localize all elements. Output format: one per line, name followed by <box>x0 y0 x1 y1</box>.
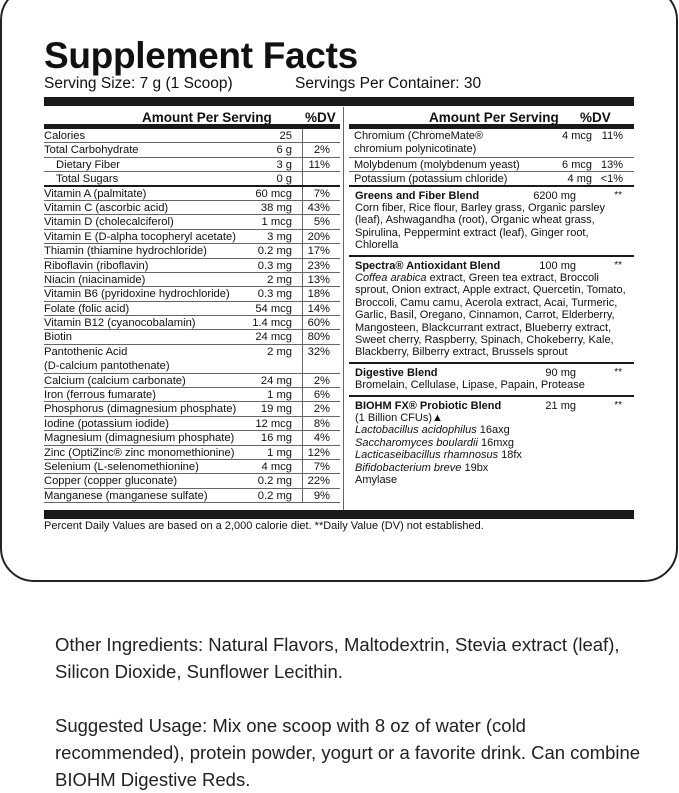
top-divider <box>44 97 634 106</box>
column-rule <box>302 172 303 184</box>
other-ingredients <box>55 631 655 685</box>
column-rule <box>302 330 303 343</box>
nutrient-amount: 0.2 mg <box>257 475 292 488</box>
nutrient-dv: 20% <box>307 230 330 243</box>
column-divider <box>343 107 344 513</box>
nutrient-row <box>44 417 340 431</box>
nutrient-amount: 1 mg <box>267 389 292 402</box>
nutrient-dv: 14% <box>307 302 330 315</box>
blend-section <box>349 397 634 490</box>
column-rule <box>302 244 303 257</box>
strain-code: 18fx <box>501 449 522 462</box>
nutrient-amount: 4 mg <box>567 173 592 186</box>
nutrient-dv: 60% <box>307 317 330 330</box>
nutrient-row <box>44 287 340 301</box>
column-rule <box>302 302 303 315</box>
nutrient-dv: 32% <box>307 345 330 358</box>
nutrient-name: Selenium (L-selenomethionine) <box>44 461 199 473</box>
column-rule <box>302 460 303 473</box>
left-amount-header: Amount Per Serving <box>142 110 272 125</box>
nutrient-dv: 9% <box>313 489 330 502</box>
column-rule <box>302 273 303 286</box>
nutrient-row <box>44 446 340 460</box>
nutrient-dv: 5% <box>313 216 330 229</box>
probiotic-strain <box>355 462 634 474</box>
nutrient-amount: 1.4 mcg <box>252 317 292 330</box>
column-rule <box>302 201 303 214</box>
nutrient-amount: 2 mg <box>267 273 292 286</box>
nutrient-row <box>44 402 340 416</box>
nutrient-row <box>44 474 340 488</box>
nutrient-dv: 7% <box>313 187 330 200</box>
nutrient-amount: 0.2 mg <box>257 245 292 258</box>
nutrient-name: Vitamin C (ascorbic acid) <box>44 201 169 214</box>
nutrient-name: Niacin (niacinamide) <box>44 273 146 286</box>
right-rows <box>349 129 634 187</box>
suggested-usage-text: Mix one scoop with 8 oz of water (cold recommended), protein powder, yogurt or a favorite drink. Can combine BIOHM Digestive Reds. <box>55 715 641 790</box>
strain-species: Saccharomyces boulardii <box>355 436 478 449</box>
nutrient-dv: <1% <box>600 173 623 186</box>
nutrient-dv: 2% <box>313 374 330 387</box>
nutrient-table-left <box>44 107 340 503</box>
probiotic-strain <box>355 449 634 461</box>
strain-species: Bifidobacterium breve <box>355 461 462 474</box>
blend-amount: 90 mg <box>545 366 576 379</box>
column-rule <box>302 287 303 300</box>
nutrient-row <box>44 201 340 215</box>
blend-ingredients <box>355 202 634 252</box>
nutrient-name: Vitamin E (D-alpha tocopheryl acetate) <box>44 230 236 243</box>
column-rule <box>302 489 303 502</box>
nutrient-dv: 2% <box>313 144 330 157</box>
blend-name: Greens and Fiber Blend <box>355 189 480 202</box>
nutrient-name: Folate (folic acid) <box>44 302 130 315</box>
nutrient-row <box>44 230 340 244</box>
nutrient-amount: 4 mcg <box>261 461 292 473</box>
nutrient-name: Total Sugars <box>56 173 119 186</box>
blend-ingredient-text: extract, Green tea extract, Broccoli sprout, Onion extract, Apple extract, Quercetin, Tomato, Broccoli, Camu camu, Acerola extract, Acai, Turmeric, Garlic, Basil, Oregano, Cinnamon, Carrot, Elderberry, Mangosteen, Blackcurrant extract, Blueberry extract, Sweet cherry, Raspberry, Spinach, Chokeberry, Kale, Blackberry, Bilberry extract, Brussels sprout <box>355 272 626 359</box>
nutrient-dv: 11% <box>601 130 623 142</box>
suggested-usage-label: Suggested Usage: <box>55 715 208 736</box>
nutrient-row <box>44 129 340 143</box>
nutrient-dv: 43% <box>307 201 330 214</box>
nutrient-row <box>44 388 340 402</box>
nutrient-name: Phosphorus (dimagnesium phosphate) <box>44 403 237 416</box>
nutrient-name: Potassium (potassium chloride) <box>354 173 508 186</box>
right-dv-header: %DV <box>580 110 611 125</box>
nutrient-dv: 17% <box>307 245 330 258</box>
nutrient-row <box>44 172 340 186</box>
blend-dv: ** <box>614 366 622 378</box>
nutrient-name: Copper (copper gluconate) <box>44 475 178 488</box>
nutrient-name: Magnesium (dimagnesium phosphate) <box>44 432 235 445</box>
nutrient-row <box>44 374 340 388</box>
nutrient-amount: 1 mg <box>267 446 292 459</box>
left-column-header <box>44 107 340 129</box>
nutrient-row <box>44 489 340 503</box>
nutrient-row <box>44 345 340 374</box>
column-rule <box>302 431 303 444</box>
suggested-usage <box>55 712 655 793</box>
nutrient-row <box>349 158 634 172</box>
column-rule <box>302 230 303 243</box>
nutrient-amount: 2 mg <box>267 345 292 358</box>
nutrient-amount: 16 mg <box>260 432 292 445</box>
blend-ingredients <box>355 379 634 391</box>
strain-species: Lactobacillus acidophilus <box>355 424 477 437</box>
blend-amount: 6200 mg <box>533 189 576 202</box>
nutrient-name: Vitamin B6 (pyridoxine hydrochloride) <box>44 288 230 301</box>
blend-dv: ** <box>614 399 622 411</box>
nutrient-amount: 0.3 mg <box>257 259 292 272</box>
nutrient-amount: 4 mcg <box>562 130 592 142</box>
nutrient-dv: 12% <box>307 446 330 459</box>
blend-section <box>349 364 634 397</box>
nutrient-amount: 3 mg <box>267 230 292 243</box>
column-rule <box>302 417 303 430</box>
nutrient-dv: 23% <box>307 259 330 272</box>
column-rule <box>302 345 303 373</box>
nutrient-name-line2: (D-calcium pantothenate) <box>44 359 170 372</box>
nutrient-name: Vitamin D (cholecalciferol) <box>44 216 174 229</box>
nutrient-amount: 0.3 mg <box>257 288 292 301</box>
blend-dv: ** <box>614 259 622 271</box>
nutrient-row <box>349 129 634 158</box>
nutrient-dv: 2% <box>313 403 330 416</box>
nutrient-dv: 18% <box>307 288 330 301</box>
nutrient-dv: 4% <box>313 432 330 445</box>
nutrient-amount: 25 <box>279 130 292 142</box>
nutrient-row <box>44 143 340 157</box>
strain-species: Lacticaseibacillus rhamnosus <box>355 449 499 462</box>
bottom-divider <box>44 510 634 519</box>
right-amount-header: Amount Per Serving <box>429 110 559 125</box>
nutrient-dv: 13% <box>600 158 623 171</box>
nutrient-row <box>44 158 340 172</box>
left-dv-header: %DV <box>305 110 336 125</box>
blend-name: Digestive Blend <box>355 366 438 379</box>
nutrient-name: Dietary Fiber <box>56 158 121 171</box>
strain-code: 16mxg <box>480 436 514 449</box>
nutrient-amount: 60 mcg <box>255 187 292 200</box>
column-rule <box>302 215 303 228</box>
nutrient-name: Vitamin A (palmitate) <box>44 187 147 200</box>
nutrient-name: Calcium (calcium carbonate) <box>44 374 186 387</box>
probiotic-strain <box>355 437 634 449</box>
nutrient-amount: 1 mcg <box>261 216 292 229</box>
nutrient-row <box>44 316 340 330</box>
blend-section <box>349 187 634 257</box>
nutrient-row <box>44 215 340 229</box>
nutrient-amount: 3 g <box>276 158 292 171</box>
nutrient-amount: 38 mg <box>260 201 292 214</box>
other-ingredients-label: Other Ingredients: <box>55 634 204 655</box>
blend-ingredients <box>355 272 634 359</box>
column-rule <box>302 446 303 459</box>
column-rule <box>302 158 303 171</box>
column-rule <box>302 129 303 142</box>
nutrient-amount: 12 mcg <box>255 417 292 430</box>
nutrient-name: Molybdenum (molybdenum yeast) <box>354 158 520 171</box>
footnote: Percent Daily Values are based on a 2,000 calorie diet. **Daily Value (DV) not established. <box>44 520 484 532</box>
nutrient-row <box>44 431 340 445</box>
nutrient-dv: 7% <box>313 461 330 473</box>
blend-section <box>349 257 634 364</box>
column-rule <box>302 474 303 487</box>
blends <box>349 187 634 490</box>
nutrient-row <box>44 273 340 287</box>
nutrient-amount: 0 g <box>276 173 292 186</box>
column-rule <box>302 374 303 387</box>
blend-tail: Amylase <box>355 474 398 487</box>
nutrient-row <box>44 460 340 474</box>
blend-ingredient-italic: Coffea arabica <box>355 272 427 285</box>
blend-amount: 21 mg <box>545 399 576 412</box>
nutrient-row <box>44 302 340 316</box>
nutrient-dv: 8% <box>313 417 330 430</box>
nutrient-row <box>44 259 340 273</box>
strain-code: 16axg <box>479 424 510 437</box>
nutrient-row <box>44 330 340 344</box>
nutrient-amount: 6 g <box>276 144 292 157</box>
nutrient-dv: 11% <box>308 158 330 171</box>
blend-cfu: (1 Billion CFUs)▲ <box>355 412 443 425</box>
nutrient-name-line2: chromium polynicotinate) <box>354 143 477 155</box>
nutrient-amount: 24 mg <box>260 374 292 387</box>
nutrient-name: Chromium (ChromeMate® <box>354 130 484 142</box>
blend-name: BIOHM FX® Probiotic Blend <box>355 399 502 412</box>
nutrient-name: Total Carbohydrate <box>44 144 139 157</box>
nutrient-dv: 22% <box>307 475 330 488</box>
nutrient-name: Biotin <box>44 331 72 344</box>
nutrient-amount: 6 mcg <box>562 158 592 171</box>
nutrient-dv: 80% <box>307 331 330 344</box>
column-rule <box>302 259 303 272</box>
nutrient-name: Iodine (potassium iodide) <box>44 417 169 430</box>
blend-name: Spectra® Antioxidant Blend <box>355 259 501 272</box>
serving-size: Serving Size: 7 g (1 Scoop) <box>44 75 233 92</box>
strain-code: 19bx <box>464 461 489 474</box>
blend-amount: 100 mg <box>539 259 576 272</box>
nutrient-row <box>44 244 340 258</box>
nutrient-name: Calories <box>44 130 86 142</box>
nutrient-amount: 54 mcg <box>255 302 292 315</box>
nutrient-row <box>44 187 340 201</box>
nutrient-name: Riboflavin (riboflavin) <box>44 259 149 272</box>
column-rule <box>302 187 303 200</box>
blend-ingredient-text: Bromelain, Cellulase, Lipase, Papain, Protease <box>355 379 585 392</box>
column-rule <box>302 388 303 401</box>
nutrient-amount: 19 mg <box>260 403 292 416</box>
nutrient-name: Thiamin (thiamine hydrochloride) <box>44 245 207 258</box>
nutrient-name: Vitamin B12 (cyanocobalamin) <box>44 317 196 330</box>
left-rows <box>44 129 340 503</box>
column-rule <box>302 143 303 156</box>
nutrient-dv: 6% <box>313 389 330 402</box>
column-rule <box>302 402 303 415</box>
probiotic-strain <box>355 424 634 436</box>
nutrient-name: Pantothenic Acid <box>44 345 128 358</box>
nutrient-name: Manganese (manganese sulfate) <box>44 489 208 502</box>
other-ingredients-text: Natural Flavors, Maltodextrin, Stevia extract (leaf), Silicon Dioxide, Sunflower Lecithin. <box>55 634 620 682</box>
servings-per-container: Servings Per Container: 30 <box>295 75 482 92</box>
nutrient-name: Zinc (OptiZinc® zinc monomethionine) <box>44 446 235 459</box>
nutrient-amount: 24 mcg <box>255 331 292 344</box>
column-rule <box>302 316 303 329</box>
nutrient-dv: 13% <box>307 273 330 286</box>
label-title: Supplement Facts <box>44 35 358 76</box>
nutrient-name: Iron (ferrous fumarate) <box>44 389 156 402</box>
nutrient-amount: 0.2 mg <box>257 489 292 502</box>
nutrient-table-right <box>349 107 634 490</box>
blend-ingredient-text: Corn fiber, Rice flour, Barley grass, Organic parsley (leaf), Ashwagandha (root), Organic wheat grass, Spirulina, Peppermint extract (leaf), Ginger root, Chlorella <box>355 201 606 252</box>
right-column-header <box>349 107 634 129</box>
nutrient-row <box>349 172 634 186</box>
serving-info <box>44 75 482 92</box>
blend-dv: ** <box>614 189 622 201</box>
